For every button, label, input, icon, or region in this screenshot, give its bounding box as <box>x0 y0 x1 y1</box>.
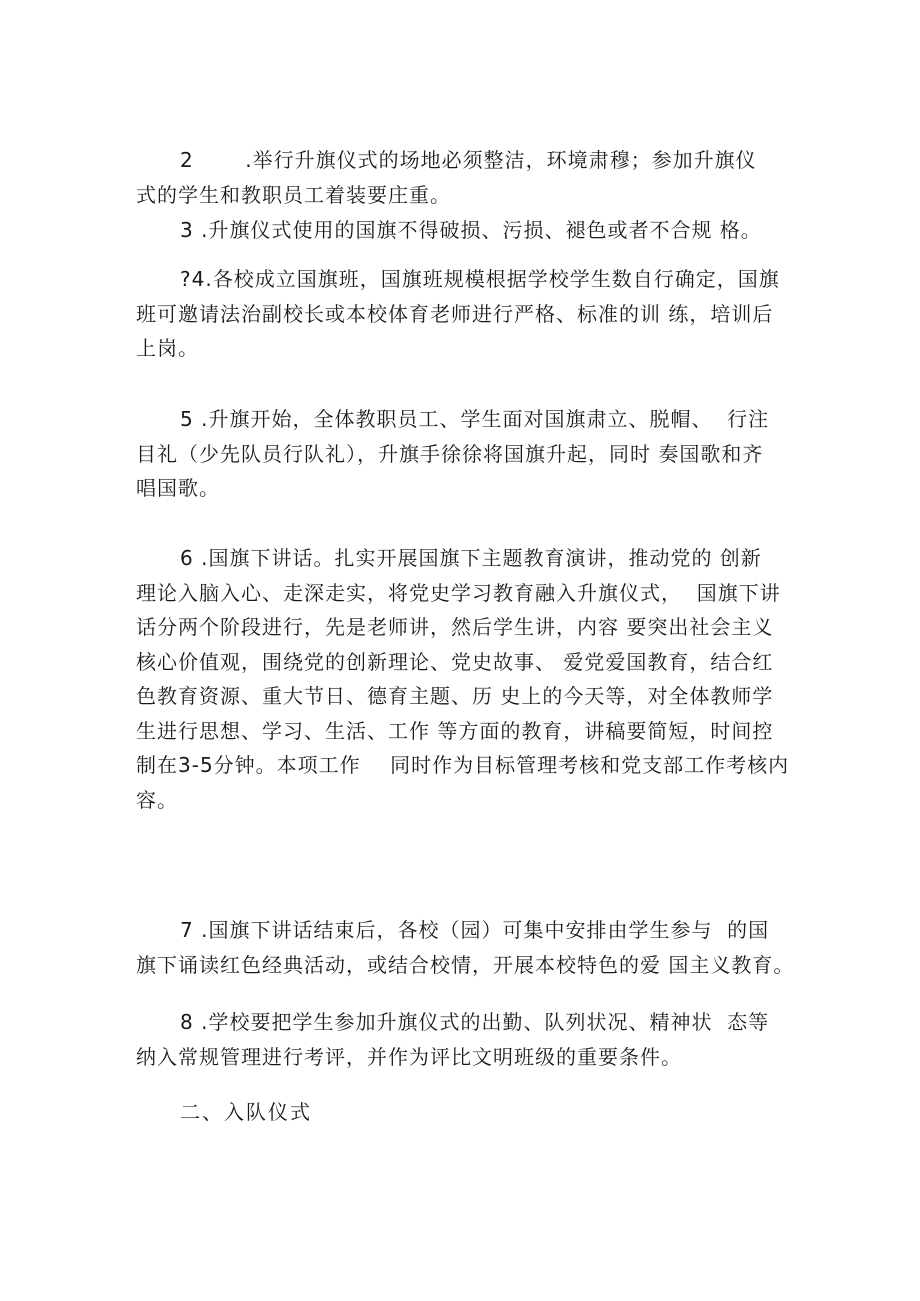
paragraph-line: 话分两个阶段进行，先是老师讲，然后学生讲，内容 要突出社会主义 <box>136 615 774 639</box>
paragraph-item-3 <box>136 213 796 248</box>
paragraph-line: 2 .举行升旗仪式的场地必须整洁，环境肃穆；参加升旗仪 <box>180 148 757 172</box>
paragraph-line: 5 .升旗开始，全体教职员工、学生面对国旗肃立、脱帽、 行注 <box>180 407 770 431</box>
paragraph-line: 旗下诵读红色经典活动，或结合校情，开展本校特色的爱 国主义教育。 <box>136 952 795 977</box>
paragraph-item-8 <box>136 1005 796 1074</box>
paragraph-line: 色教育资源、重大节日、德育主题、历 史上的今天等，对全体教师学 <box>136 684 774 708</box>
section-heading: 二、入队仪式 <box>180 1100 312 1124</box>
paragraph-line: 6 .国旗下讲话。扎实开展国旗下主题教育演讲，推动党的 创新 <box>180 546 762 570</box>
paragraph-line: ?4.各校成立国旗班，国旗班规模根据学校学生数自行确定，国旗 <box>180 267 780 291</box>
paragraph-line: 班可邀请法治副校长或本校体育老师进行严格、标准的训 练，培训后 <box>136 301 774 326</box>
paragraph-line: 7 .国旗下讲话结束后，各校（园）可集中安排由学生参与 的国 <box>180 918 770 942</box>
paragraph-item-2 <box>136 143 796 212</box>
paragraph-line: 式的学生和教职员工着装要庄重。 <box>136 182 451 207</box>
paragraph-line: 生进行思想、学习、生活、工作 等方面的教育，讲稿要简短，时间控 <box>136 718 774 743</box>
paragraph-item-5 <box>136 402 796 506</box>
paragraph-line: 唱国歌。 <box>136 476 220 500</box>
paragraph-item-4 <box>136 262 796 366</box>
paragraph-item-7 <box>136 913 796 982</box>
paragraph-line: 8 .学校要把学生参加升旗仪式的出勤、队列状况、精神状 态等 <box>180 1010 770 1034</box>
paragraph-line: 纳入常规管理进行考评，并作为评比文明班级的重要条件。 <box>136 1044 682 1069</box>
paragraph-line: 目礼（少先队员行队礼），升旗手徐徐将国旗升起，同时 奏国歌和齐 <box>136 441 764 466</box>
paragraph-line: 上岗。 <box>136 336 199 360</box>
paragraph-line: 核心价值观，围绕党的创新理论、党史故事、 爱党爱国教育，结合红 <box>136 649 774 674</box>
paragraph-line: 理论入脑入心、走深走实，将党史学习教育融入升旗仪式， 国旗下讲 <box>136 580 781 605</box>
paragraph-line: 制在3-5分钟。本项工作 同时作为目标管理考核和党支部工作考核内 <box>136 753 790 777</box>
paragraph-line: 3 .升旗仪式使用的国旗不得破损、污损、褪色或者不合规 格。 <box>180 218 762 242</box>
paragraph-item-6 <box>136 541 796 817</box>
paragraph-line: 容。 <box>136 787 178 812</box>
